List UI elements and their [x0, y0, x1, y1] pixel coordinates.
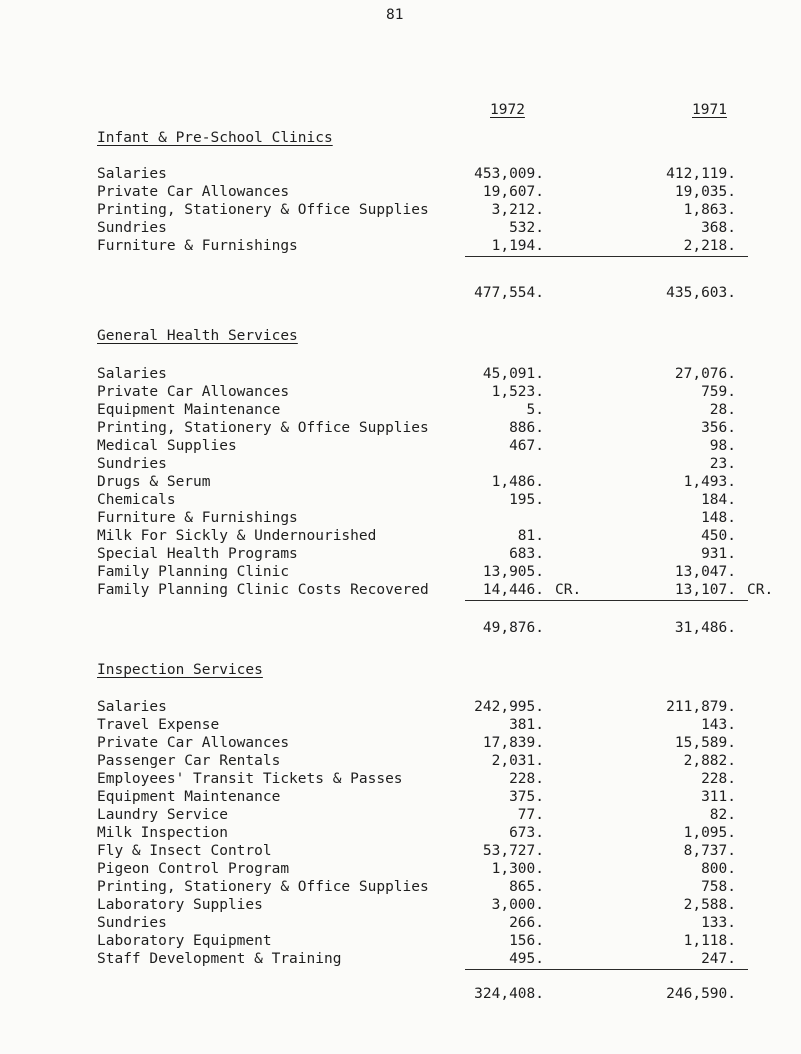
row-label: Family Planning Clinic Costs Recovered — [97, 582, 429, 598]
row-label: Printing, Stationery & Office Supplies — [97, 420, 429, 436]
total-1972: 477,554. — [474, 285, 544, 301]
value-1972: 242,995. — [474, 699, 544, 715]
row-label: Equipment Maintenance — [97, 402, 281, 418]
value-1972: 453,009. — [474, 166, 544, 182]
credit-marker-1972: CR. — [555, 582, 582, 598]
value-1971: 800. — [701, 861, 736, 877]
total-1972: 49,876. — [482, 620, 544, 636]
value-1972: 1,523. — [491, 384, 544, 400]
section-heading: Infant & Pre-School Clinics — [97, 130, 333, 146]
value-1971: 247. — [701, 951, 736, 967]
value-1972: 375. — [509, 789, 544, 805]
value-1971: 228. — [701, 771, 736, 787]
row-label: Sundries — [97, 915, 167, 931]
value-1972: 14,446. — [482, 582, 544, 598]
row-label: Private Car Allowances — [97, 735, 290, 751]
value-1971: 368. — [701, 220, 736, 236]
subtotal-rule — [465, 969, 748, 970]
value-1971: 13,047. — [674, 564, 736, 580]
value-1972: 53,727. — [482, 843, 544, 859]
value-1971: 13,107. — [674, 582, 736, 598]
row-label: Milk Inspection — [97, 825, 228, 841]
row-label: Furniture & Furnishings — [97, 510, 298, 526]
total-1971: 246,590. — [666, 986, 736, 1002]
row-label: Equipment Maintenance — [97, 789, 281, 805]
value-1971: 27,076. — [674, 366, 736, 382]
value-1971: 19,035. — [674, 184, 736, 200]
value-1972: 381. — [509, 717, 544, 733]
total-1971: 435,603. — [666, 285, 736, 301]
value-1971: 143. — [701, 717, 736, 733]
value-1971: 211,879. — [666, 699, 736, 715]
row-label: Drugs & Serum — [97, 474, 211, 490]
row-label: Salaries — [97, 699, 167, 715]
value-1971: 2,218. — [683, 238, 736, 254]
row-label: Private Car Allowances — [97, 184, 290, 200]
value-1971: 2,882. — [683, 753, 736, 769]
value-1972: 77. — [517, 807, 544, 823]
row-label: Special Health Programs — [97, 546, 298, 562]
value-1971: 1,493. — [683, 474, 736, 490]
row-label: Pigeon Control Program — [97, 861, 290, 877]
value-1972: 195. — [509, 492, 544, 508]
value-1971: 931. — [701, 546, 736, 562]
credit-marker-1971: CR. — [747, 582, 774, 598]
value-1972: 5. — [526, 402, 544, 418]
value-1972: 2,031. — [491, 753, 544, 769]
row-label: Printing, Stationery & Office Supplies — [97, 202, 429, 218]
value-1971: 1,118. — [683, 933, 736, 949]
value-1971: 356. — [701, 420, 736, 436]
row-label: Sundries — [97, 456, 167, 472]
row-label: Salaries — [97, 366, 167, 382]
value-1972: 1,300. — [491, 861, 544, 877]
row-label: Laboratory Supplies — [97, 897, 263, 913]
value-1972: 673. — [509, 825, 544, 841]
value-1972: 467. — [509, 438, 544, 454]
column-header-1972: 1972 — [490, 102, 525, 118]
row-label: Chemicals — [97, 492, 176, 508]
row-label: Staff Development & Training — [97, 951, 342, 967]
value-1971: 148. — [701, 510, 736, 526]
value-1972: 3,212. — [491, 202, 544, 218]
value-1971: 450. — [701, 528, 736, 544]
value-1972: 3,000. — [491, 897, 544, 913]
value-1972: 266. — [509, 915, 544, 931]
value-1972: 81. — [517, 528, 544, 544]
value-1972: 532. — [509, 220, 544, 236]
value-1971: 412,119. — [666, 166, 736, 182]
row-label: Laundry Service — [97, 807, 228, 823]
section-heading: Inspection Services — [97, 662, 263, 678]
subtotal-rule — [465, 256, 748, 257]
value-1972: 13,905. — [482, 564, 544, 580]
value-1972: 156. — [509, 933, 544, 949]
row-label: Employees' Transit Tickets & Passes — [97, 771, 403, 787]
page-number: 81 — [386, 7, 404, 23]
value-1972: 17,839. — [482, 735, 544, 751]
value-1971: 759. — [701, 384, 736, 400]
row-label: Fly & Insect Control — [97, 843, 272, 859]
value-1971: 8,737. — [683, 843, 736, 859]
value-1972: 1,486. — [491, 474, 544, 490]
column-header-1971: 1971 — [692, 102, 727, 118]
value-1971: 311. — [701, 789, 736, 805]
value-1972: 683. — [509, 546, 544, 562]
row-label: Medical Supplies — [97, 438, 237, 454]
value-1972: 19,607. — [482, 184, 544, 200]
row-label: Milk For Sickly & Undernourished — [97, 528, 377, 544]
value-1971: 1,095. — [683, 825, 736, 841]
value-1971: 758. — [701, 879, 736, 895]
row-label: Printing, Stationery & Office Supplies — [97, 879, 429, 895]
row-label: Laboratory Equipment — [97, 933, 272, 949]
total-1972: 324,408. — [474, 986, 544, 1002]
row-label: Travel Expense — [97, 717, 220, 733]
value-1971: 2,588. — [683, 897, 736, 913]
total-1971: 31,486. — [674, 620, 736, 636]
row-label: Salaries — [97, 166, 167, 182]
value-1972: 495. — [509, 951, 544, 967]
row-label: Private Car Allowances — [97, 384, 290, 400]
value-1971: 133. — [701, 915, 736, 931]
value-1972: 228. — [509, 771, 544, 787]
row-label: Sundries — [97, 220, 167, 236]
value-1971: 1,863. — [683, 202, 736, 218]
row-label: Furniture & Furnishings — [97, 238, 298, 254]
row-label: Family Planning Clinic — [97, 564, 290, 580]
value-1971: 23. — [709, 456, 736, 472]
value-1972: 45,091. — [482, 366, 544, 382]
value-1971: 82. — [709, 807, 736, 823]
value-1971: 15,589. — [674, 735, 736, 751]
row-label: Passenger Car Rentals — [97, 753, 281, 769]
value-1971: 98. — [709, 438, 736, 454]
subtotal-rule — [465, 600, 748, 601]
value-1972: 865. — [509, 879, 544, 895]
value-1971: 28. — [709, 402, 736, 418]
value-1972: 1,194. — [491, 238, 544, 254]
section-heading: General Health Services — [97, 328, 298, 344]
value-1971: 184. — [701, 492, 736, 508]
value-1972: 886. — [509, 420, 544, 436]
